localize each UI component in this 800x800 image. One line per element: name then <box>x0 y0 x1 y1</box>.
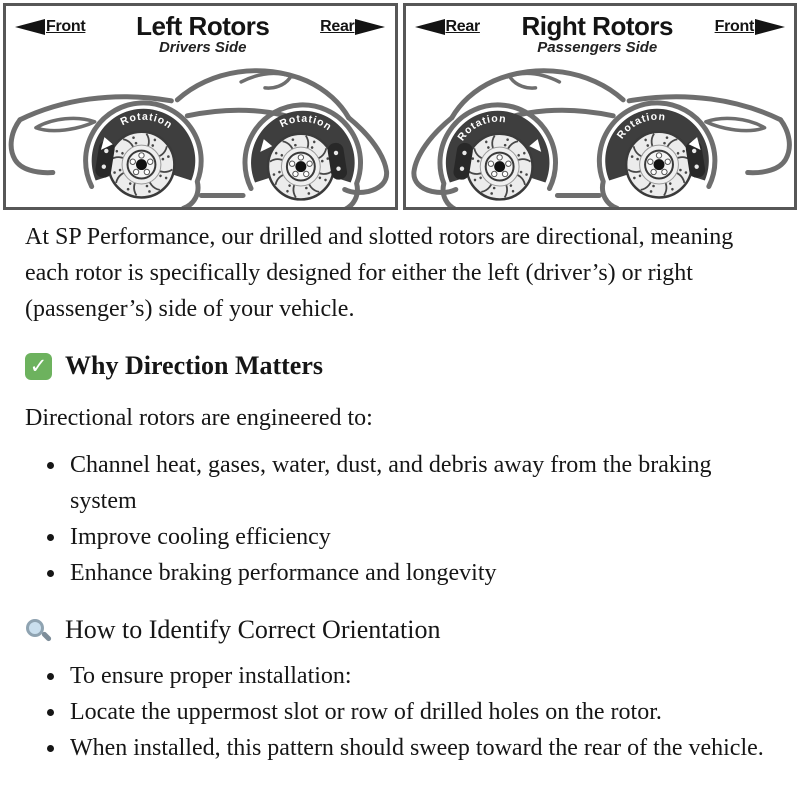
magnifier-handle <box>41 631 52 642</box>
check-mark-icon: ✓ <box>25 353 52 380</box>
car-silhouette-left <box>6 56 395 207</box>
rotation-label: Rotation <box>119 111 175 132</box>
front-direction-indicator <box>15 18 85 36</box>
list-item: • When installed, this pattern should sweep toward the rear of the vehicle. <box>67 730 766 766</box>
arrow-right-icon <box>355 19 385 35</box>
rotation-label: Rotation <box>455 113 507 144</box>
left-panel-titles <box>136 13 269 56</box>
magnifying-glass-icon <box>25 616 52 645</box>
heading-text: Why Direction Matters <box>65 351 324 381</box>
rotation-label: Rotation <box>278 113 334 134</box>
list-item: • Enhance braking performance and longevity <box>67 555 766 591</box>
benefits-list <box>25 447 766 591</box>
arrow-right-icon <box>755 19 785 35</box>
why-direction-matters-heading <box>25 349 766 383</box>
left-rotors-panel <box>3 3 398 210</box>
engineered-to-lead: Directional rotors are engineered to: <box>25 405 373 432</box>
list-item: • Locate the uppermost slot or row of drilled holes on the rotor. <box>67 694 766 730</box>
list-item: • To ensure proper installation: <box>67 658 766 694</box>
car-silhouette-right <box>406 56 795 207</box>
arrow-left-icon <box>415 19 445 35</box>
rear-label: Rear <box>320 18 355 35</box>
panel-subtitle: Drivers Side <box>158 39 247 56</box>
list-item: • Channel heat, gases, water, dust, and debris away from the braking system <box>67 447 766 519</box>
front-label: Front <box>46 18 86 35</box>
right-rotors-panel <box>403 3 798 210</box>
article-body <box>0 219 800 794</box>
rear-direction-indicator <box>415 18 480 36</box>
right-panel-header <box>406 6 795 56</box>
how-to-identify-heading <box>25 613 766 647</box>
list-item: • Improve cooling efficiency <box>67 519 766 555</box>
panel-subtitle: Passengers Side <box>537 39 658 56</box>
intro-paragraph: At SP Performance, our drilled and slotted rotors are directional, meaning each rotor is specifically designed for either the left (driver’s) or right (passenger’s) side of your vehicle. <box>25 224 734 323</box>
front-label: Front <box>714 18 754 35</box>
heading-text: How to Identify Correct Orientation <box>65 615 441 645</box>
rotor-direction-diagram <box>0 0 800 210</box>
panel-title: Left Rotors <box>136 11 270 41</box>
rear-label: Rear <box>445 18 480 35</box>
orientation-steps-list <box>25 658 766 766</box>
right-panel-titles <box>522 13 673 56</box>
rear-direction-indicator <box>320 18 385 36</box>
front-direction-indicator <box>715 18 785 36</box>
arrow-left-icon <box>15 19 45 35</box>
panel-title: Right Rotors <box>521 11 673 41</box>
left-panel-header <box>6 6 395 56</box>
rotation-label: Rotation <box>615 111 666 142</box>
